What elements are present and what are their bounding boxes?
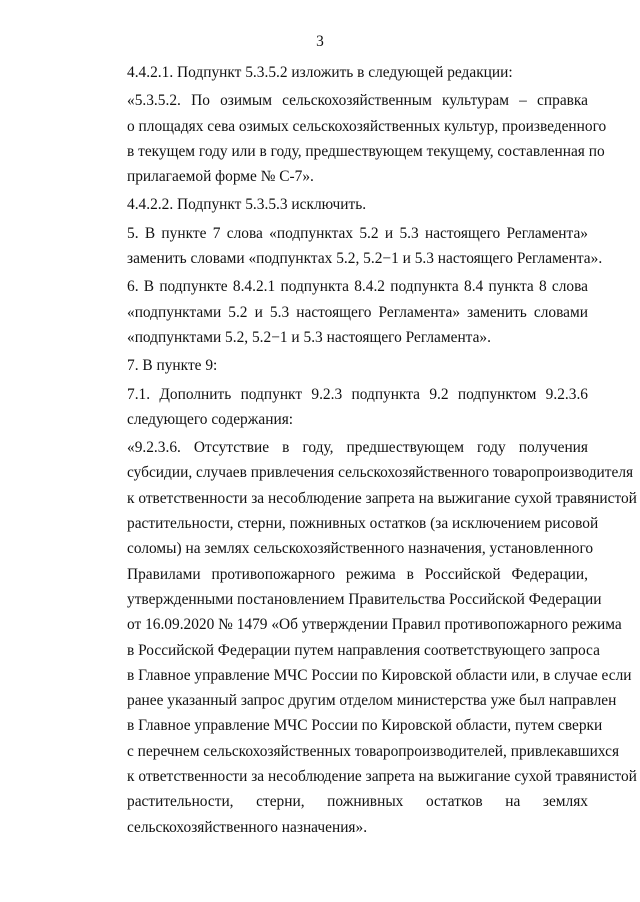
text-line: 7.1. Дополнить подпункт 9.2.3 подпункта 9.2 подпунктом 9.2.3.6 <box>127 385 588 403</box>
paragraph-p7 <box>90 382 588 433</box>
text-line: «5.3.5.2. По озимым сельскохозяйственным культурам – справка <box>127 92 588 110</box>
page-number: 3 <box>316 33 324 50</box>
text-line: в текущем году или в году, предшествующем текущему, составленная по <box>127 142 605 160</box>
paragraph-p8 <box>90 435 637 840</box>
text-line: ранее указанный запрос другим отделом министерства уже был направлен <box>127 692 617 710</box>
text-line: в Главное управление МЧС России по Кировской области или, в случае если <box>127 666 632 684</box>
text-line: утвержденными постановлением Правительства Российской Федерации <box>127 590 602 608</box>
paragraph-p3 <box>90 192 588 217</box>
text-line: к ответственности за несоблюдение запрета на выжигание сухой травянистой <box>127 489 637 507</box>
text-line: растительности, стерни, пожнивных остатков (за исключением рисовой <box>127 515 599 533</box>
paragraph-p4 <box>90 221 603 272</box>
text-line: «подпунктами 5.2 и 5.3 настоящего Регламента» заменить словами <box>127 303 588 321</box>
text-line: 4.4.2.2. Подпункт 5.3.5.3 исключить. <box>127 196 367 214</box>
paragraph-p1 <box>90 60 588 85</box>
text-line: 5. В пункте 7 слова «подпунктах 5.2 и 5.3 настоящего Регламента» <box>127 224 588 242</box>
text-line: 6. В подпункте 8.4.2.1 подпункта 8.4.2 подпункта 8.4 пункта 8 слова <box>127 278 588 296</box>
text-line: 4.4.2.1. Подпункт 5.3.5.2 изложить в следующей редакции: <box>127 64 513 81</box>
paragraph-p6 <box>90 353 588 378</box>
text-line: о площадях сева озимых сельскохозяйственных культур, произведенного <box>127 117 607 135</box>
text-line: к ответственности за несоблюдение запрета на выжигание сухой травянистой <box>127 768 637 786</box>
paragraph-p2 <box>90 88 607 189</box>
text-line: «подпунктами 5.2, 5.2−1 и 5.3 настоящего Регламента». <box>127 328 491 346</box>
text-line: в Главное управление МЧС России по Кировской области, путем сверки <box>127 717 603 735</box>
text-line: растительности, стерни, пожнивных остатков на землях <box>127 793 588 811</box>
paragraph-p5 <box>90 274 588 350</box>
document-body <box>90 60 637 840</box>
text-line: заменить словами «подпунктах 5.2, 5.2−1 и 5.3 настоящего Регламента». <box>127 250 603 268</box>
text-line: с перечнем сельскохозяйственных товаропроизводителей, привлекавшихся <box>127 742 620 760</box>
text-line: соломы) на землях сельскохозяйственного назначения, установленного <box>127 540 594 558</box>
text-line: 7. В пункте 9: <box>127 357 218 375</box>
text-line: прилагаемой форме № С-7». <box>127 168 314 186</box>
text-line: в Российской Федерации путем направления соответствующего запроса <box>127 641 600 659</box>
text-line: субсидии, случаев привлечения сельскохозяйственного товаропроизводителя <box>127 464 634 482</box>
text-line: от 16.09.2020 № 1479 «Об утверждении Правил противопожарного режима <box>127 616 622 634</box>
text-line: следующего содержания: <box>127 410 294 428</box>
text-line: сельскохозяйственного назначения». <box>127 818 368 836</box>
text-line: Правилами противопожарного режима в Российской Федерации, <box>127 565 588 583</box>
text-line: «9.2.3.6. Отсутствие в году, предшествующем году получения <box>127 439 588 457</box>
